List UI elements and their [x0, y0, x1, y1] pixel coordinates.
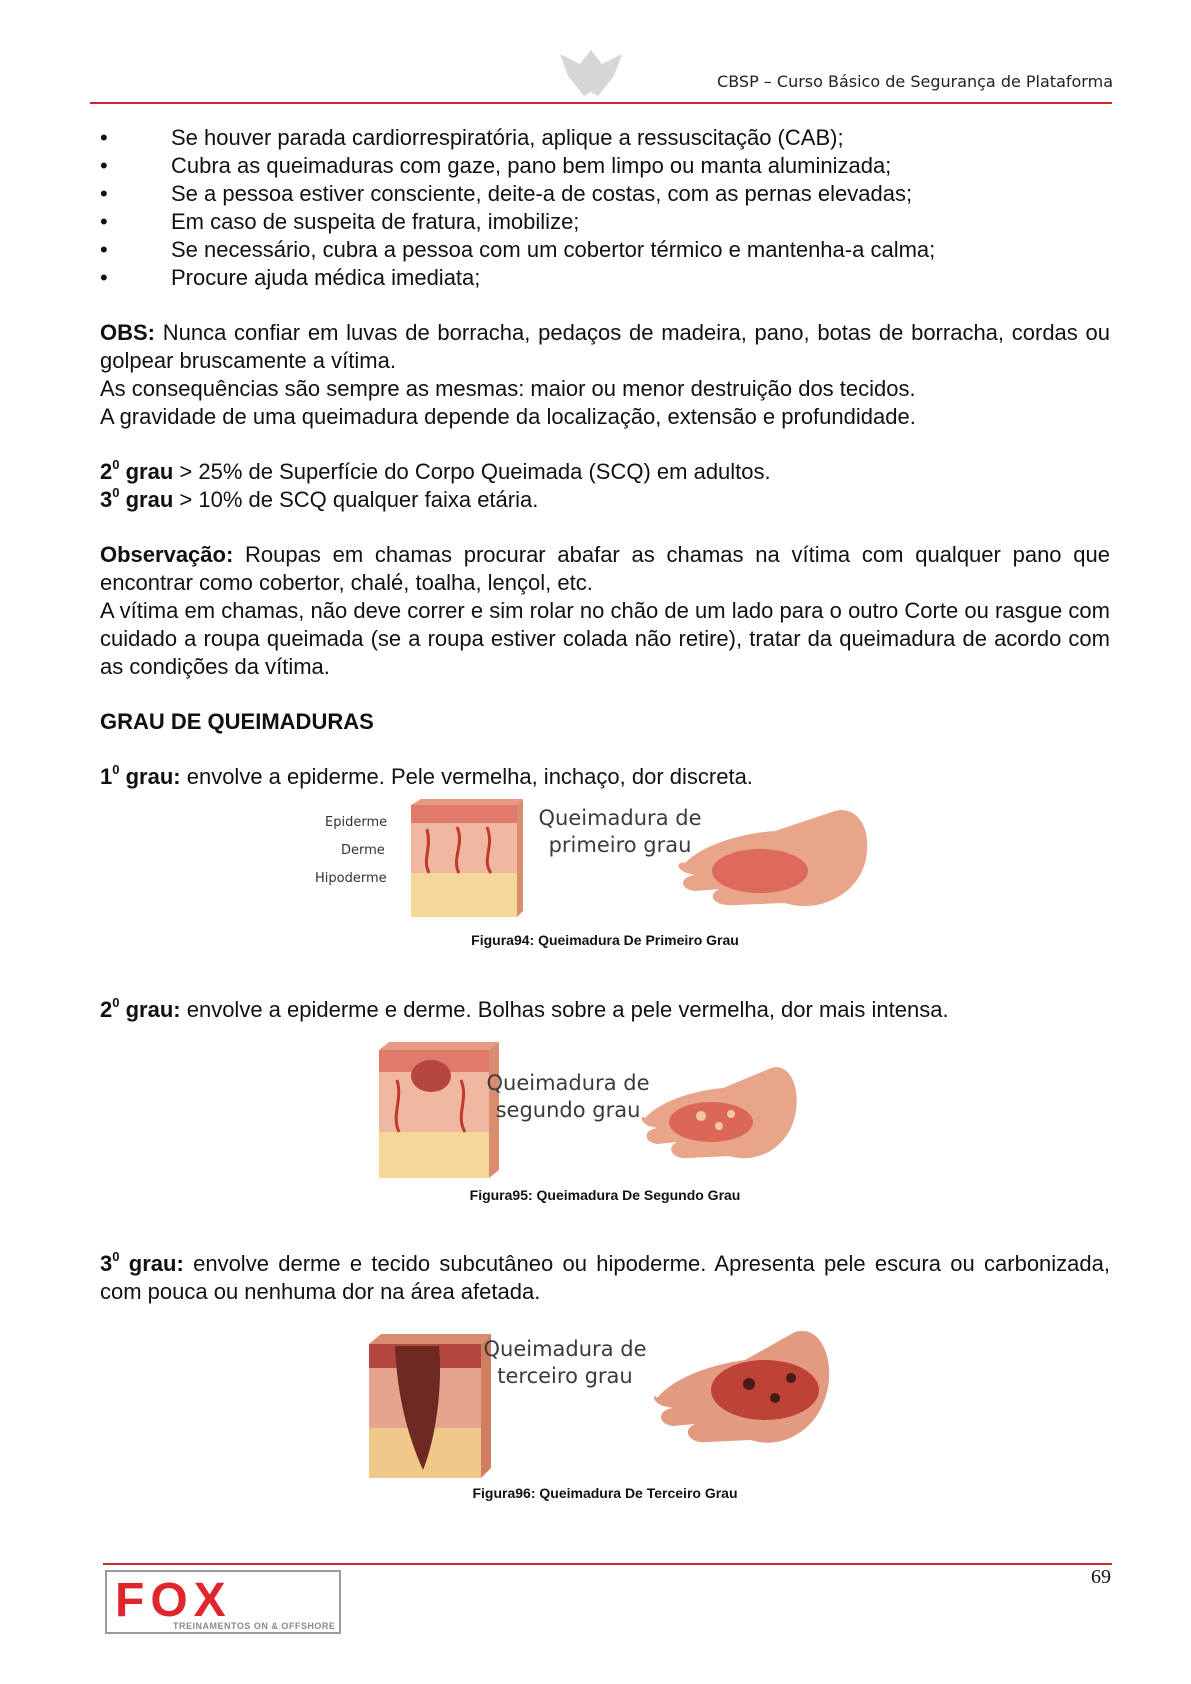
page-number: 69 — [1091, 1566, 1111, 1588]
section-title: GRAU DE QUEIMADURAS — [100, 709, 374, 734]
severity-third: $3^0$ grau > 10% de SCQ qualquer faixa etária. — [100, 484, 539, 512]
obs-paragraph: OBS: Nunca confiar em luvas de borracha, pedaços de madeira, pano, botas de borracha, cordas ou golpear bruscamente a vítima. — [100, 320, 1110, 373]
list-item: • Se a pessoa estiver consciente, deite-a de costas, com as pernas elevadas; — [100, 181, 913, 206]
figure-caption-95: Figura95: Queimadura De Segundo Grau — [469, 1187, 741, 1203]
degree-2-text: $2^0$ grau: envolve a epiderme e derme. Bolhas sobre a pele vermelha, dor mais intensa. — [100, 994, 949, 1022]
page-content — [100, 124, 1110, 1502]
list-item: • Procure ajuda médica imediata; — [100, 265, 481, 290]
severity-second: $2^0$ grau > 25% de Superfície do Corpo Queimada (SCQ) em adultos. — [100, 456, 771, 484]
observacao-line-2: A vítima em chamas, não deve correr e sim rolar no chão de um lado para o outro Corte ou rasgue com cuidado a roupa queimada (se a roupa estiver colada não retire), tratar da queimadura de acordo com as condições da vítima. — [100, 598, 1110, 679]
obs-line-3: A gravidade de uma queimadura depende da localização, extensão e profundidade. — [100, 404, 916, 429]
figure-title-first: Queimadura de primeiro grau — [538, 806, 702, 857]
figure-title-third: Queimadura de terceiro grau — [483, 1337, 647, 1388]
hand-second-degree-icon — [631, 1060, 801, 1172]
hand-third-degree-icon — [645, 1320, 835, 1460]
svg-text:FOX: FOX — [115, 1574, 232, 1627]
layer-label-epiderme: Epiderme — [325, 815, 388, 830]
header-fox-logo-icon — [558, 48, 624, 103]
list-item: • Cubra as queimaduras com gaze, pano bem limpo ou manta aluminizada; — [100, 153, 892, 178]
degree-3-text: $3^0$ grau: envolve derme e tecido subcutâneo ou hipoderme. Apresenta pele escura ou carbonizada, com pouca ou nenhuma dor na área afetada. — [100, 1248, 1110, 1304]
layer-label-hipoderme: Hipoderme — [315, 871, 387, 886]
header-title: CBSP – Curso Básico de Segurança de Plataforma — [717, 72, 1113, 91]
list-item: • Se houver parada cardiorrespiratória, aplique a ressuscitação (CAB); — [100, 125, 844, 150]
figure-third-degree — [365, 1320, 845, 1480]
header-divider — [90, 102, 1112, 104]
list-item: • Em caso de suspeita de fratura, imobilize; — [100, 209, 580, 234]
degree-1-text: $1^0$ grau: envolve a epiderme. Pele vermelha, inchaço, dor discreta. — [100, 761, 753, 789]
figure-title-second: Queimadura de segundo grau — [486, 1071, 650, 1122]
skin-cross-section-first — [407, 799, 527, 919]
list-item: • Se necessário, cubra a pessoa com um cobertor térmico e mantenha-a calma; — [100, 237, 936, 262]
observacao-paragraph: Observação: Roupas em chamas procurar abafar as chamas na vítima com qualquer pano que encontrar como cobertor, chalé, toalha, lençol, etc. — [100, 542, 1110, 595]
footer-divider — [103, 1563, 1112, 1565]
hand-first-degree-icon — [665, 803, 875, 921]
figure-first-degree — [315, 799, 885, 923]
figure-caption-96: Figura96: Queimadura De Terceiro Grau — [472, 1485, 738, 1501]
obs-line-2: As consequências são sempre as mesmas: maior ou menor destruição dos tecidos. — [100, 376, 916, 401]
layer-label-derme: Derme — [341, 843, 385, 858]
footer-logo-subtitle: TREINAMENTOS ON & OFFSHORE — [173, 1621, 336, 1631]
figure-caption-94: Figura94: Queimadura De Primeiro Grau — [471, 932, 739, 948]
bullet-list — [100, 124, 1110, 292]
figure-second-degree — [375, 1040, 835, 1180]
